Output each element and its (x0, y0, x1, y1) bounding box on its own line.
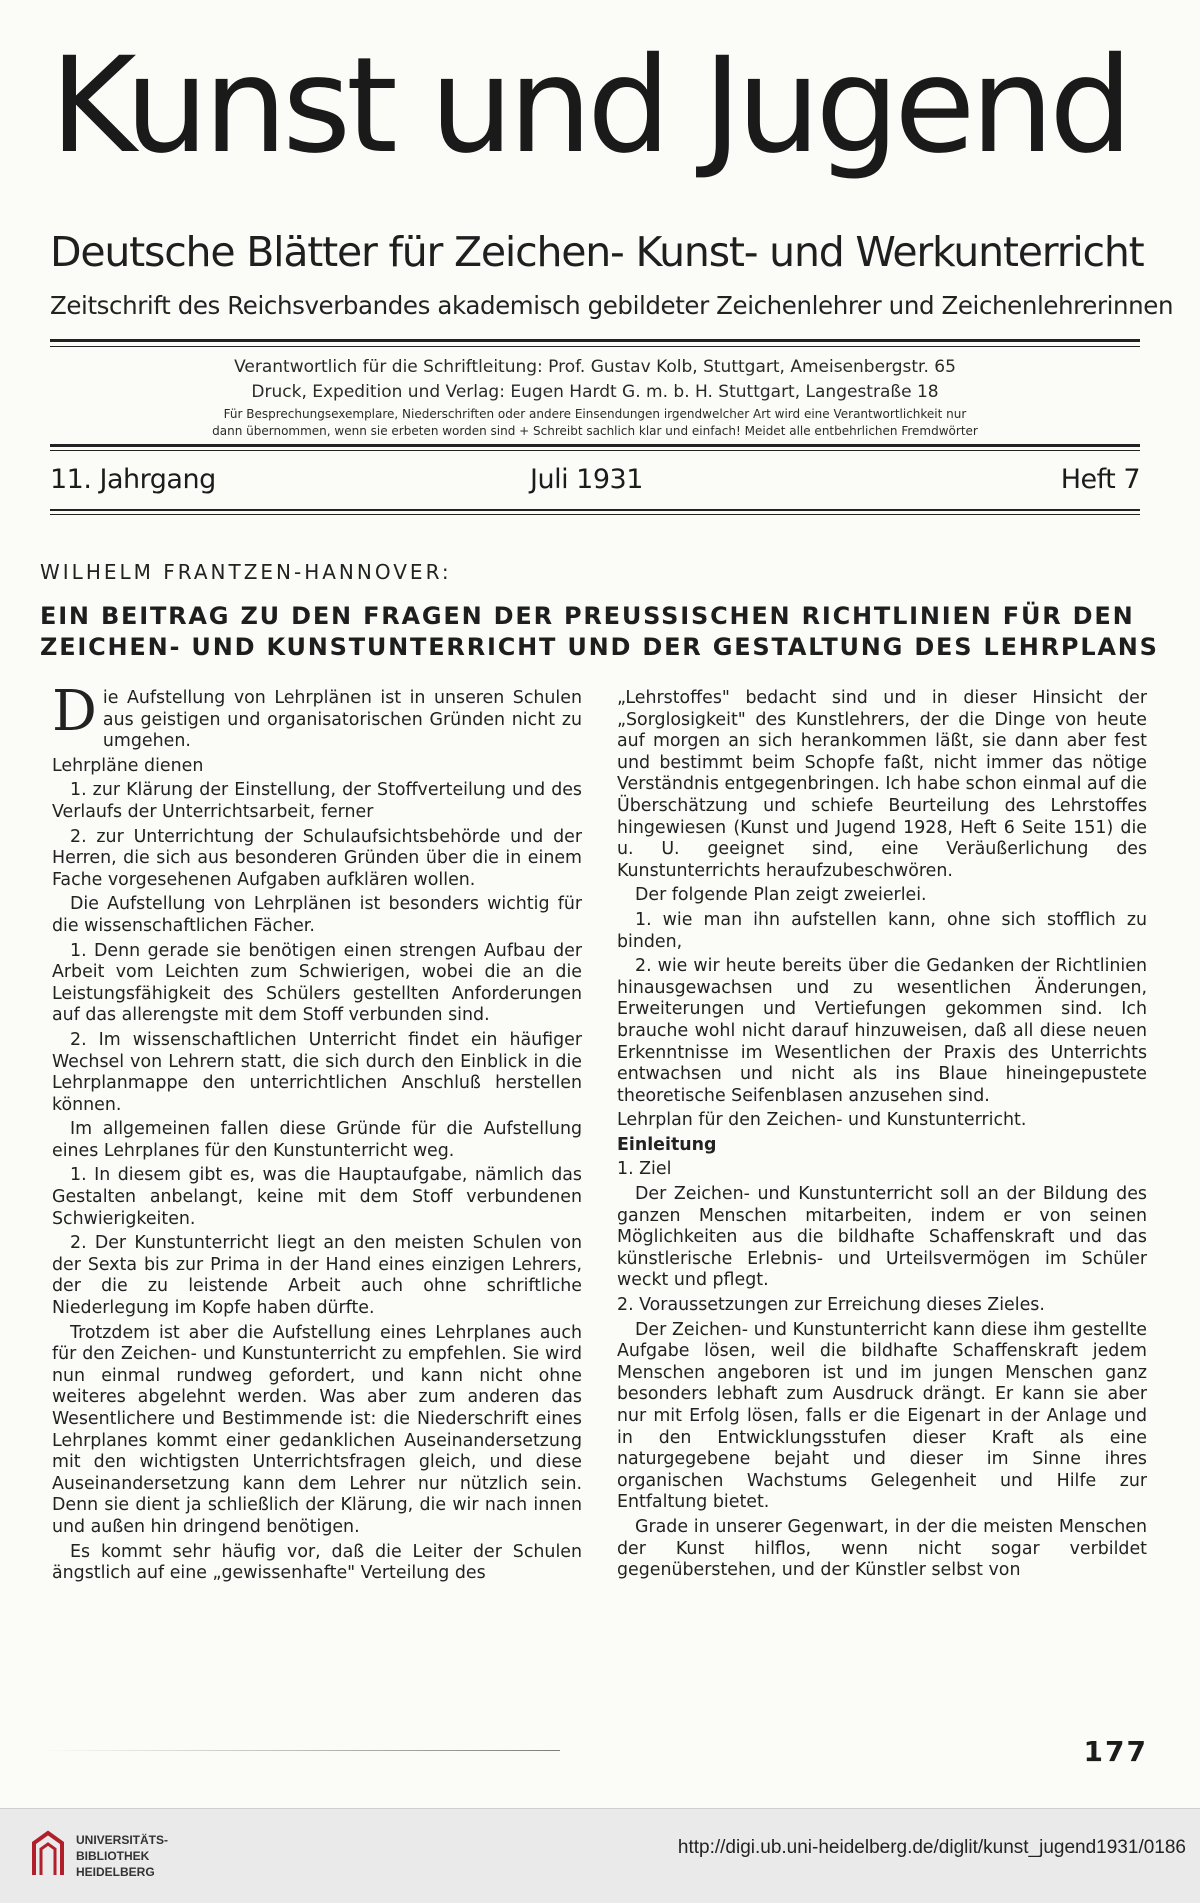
divider-rule (50, 514, 1140, 515)
article-headline-line-1: EIN BEITRAG ZU DEN FRAGEN DER PREUSSISCHEN RICHTLINIEN FÜR DEN (40, 602, 1135, 630)
paragraph: „Lehrstoffes" bedacht sind und in dieser Hinsicht der „Sorglosigkeit" des Kunstlehrers, der die Dinge von heute auf morgen an sich herankommen läßt, sie dann aber fest und bestimmt beim Schopfe faßt, nicht immer das nötige Verständnis entgegenbringen. Ich habe schon einmal auf die Überschätzung und schiefe Beurteilung des Lehrstoffes hingewiesen (Kunst und Jugend 1928, Heft 6 Seite 151) die u. U. geeignet sind, eine Veräußerlichung des Kunstunterrichts heraufzubeschwören. (617, 688, 1147, 881)
article-author: WILHELM FRANTZEN-HANNOVER: (40, 560, 452, 584)
imprint-editor: Verantwortlich für die Schriftleitung: Prof. Gustav Kolb, Stuttgart, Ameisenbergstr. 65 (234, 357, 956, 377)
divider-rule (50, 444, 1140, 447)
paragraph: Im allgemeinen fallen diese Gründe für die Aufstellung eines Lehrplanes für den Kunstunterricht weg. (52, 1119, 582, 1161)
paragraph: 1. In diesem gibt es, was die Hauptaufgabe, nämlich das Gestalten anbelangt, keine mit dem Stoff verbundenen Schwierigkeiten. (52, 1165, 582, 1229)
permalink-url[interactable]: http://digi.ub.uni-heidelberg.de/diglit/kunst_jugend1931/0186 (677, 1837, 1186, 1858)
paragraph: Lehrpläne dienen (52, 755, 204, 776)
imprint-publisher: Druck, Expedition und Verlag: Eugen Hardt G. m. b. H. Stuttgart, Langestraße 18 (251, 382, 939, 402)
paragraph: 2. Voraussetzungen zur Erreichung dieses Zieles. (617, 1295, 1045, 1316)
masthead-subtitle-2: Zeitschrift des Reichsverbandes akademisch gebildeter Zeichenlehrer und Zeichenlehrerinnen (50, 291, 1174, 320)
issue-number: Heft 7 (1060, 464, 1140, 495)
paragraph: 2. Im wissenschaftlichen Unterricht findet ein häufiger Wechsel von Lehrern statt, die sich durch den Einblick in die Lehrplanmappe den unterrichtlichen Anschluß herstellen können. (52, 1029, 582, 1115)
paragraph: Die Aufstellung von Lehrplänen ist besonders wichtig für die wissenschaftlichen Fächer. (52, 894, 582, 936)
viewer-footer-bar (0, 1808, 1200, 1903)
paragraph: Es kommt sehr häufig vor, daß die Leiter der Schulen ängstlich auf eine „gewissenhafte" Verteilung des (52, 1541, 582, 1584)
paragraph: Der Zeichen- und Kunstunterricht soll an der Bildung des ganzen Menschen mitarbeiten, indem er von seinen Möglichkeiten aus die bildhafte Schaffenskraft und das künstlerische Erlebnis- und Urteilsvermögen im Schüler weckt und pflegt. (617, 1184, 1147, 1291)
masthead-subtitle: Deutsche Blätter für Zeichen- Kunst- und Werkunterricht (50, 228, 1144, 276)
imprint-note-1: Für Besprechungsexemplare, Niederschriften oder andere Einsendungen irgendwelcher Art wird eine Verantwortlichkeit nur (223, 407, 967, 421)
article-column-left (52, 679, 582, 1588)
article-column-right (617, 688, 1147, 1585)
divider-rule (50, 450, 1140, 451)
paragraph: 1. zur Klärung der Einstellung, der Stoffverteilung und des Verlaufs der Unterrichtsarbeit, ferner (52, 780, 582, 822)
paragraph: 1. Denn gerade sie benötigen einen strengen Aufbau der Arbeit vom Leichten zum Schwierigen, wobei die an die Leistungsfähigkeit des Schülers gestellten Anforderungen auf das allerengste mit dem Stoff verbunden sind. (52, 940, 582, 1026)
paragraph: Die Aufstellung von Lehrplänen ist in unseren Schulen aus geistigen und organisatorischen Gründen nicht zu umgehen. (52, 679, 582, 752)
paragraph: 1. Ziel (617, 1159, 672, 1180)
divider-rule (50, 339, 1140, 342)
divider-rule (50, 346, 1140, 347)
paragraph: Lehrplan für den Zeichen- und Kunstunterricht. (617, 1110, 1027, 1131)
paragraph: 2. wie wir heute bereits über die Gedanken der Richtlinien hinausgewachsen und zu wesentlichen Änderungen, Erweiterungen und Vertiefungen gekommen sind. Ich brauche wohl nicht darauf hinzuweisen, daß all diese neuen Erkenntnisse im Wesentlichen der Praxis des Unterrichts entwachsen und nicht als ins Blaue hineingepustete theoretische Seifenblasen anzusehen sind. (617, 956, 1147, 1106)
paragraph: 2. zur Unterrichtung der Schulaufsichtsbehörde und der Herren, die sich aus besonderen Gründen über die in einem Fache vorgesehenen Aufgaben aufklären wollen. (52, 826, 582, 890)
divider-rule (50, 509, 1140, 511)
section-heading: Einleitung (617, 1134, 717, 1155)
paragraph: 1. wie man ihn aufstellen kann, ohne sich stofflich zu binden, (617, 909, 1147, 952)
paragraph: Trotzdem ist aber die Aufstellung eines Lehrplanes auch für den Zeichen- und Kunstunterricht zu empfehlen. Sie wird nun einmal rundweg gefordert, und kann nicht ohne weiteres abgelehnt werden. Was aber zum anderen das Wesentlichere und Bestimmende ist: die Niederschrift eines Lehrplanes kommt einer gedanklichen Auseinandersetzung mit den wichtigsten Unterrichtsfragen gleich, und diese Auseinandersetzung kann dem Lehrer nur nützlich sein. Denn sie dient ja schließlich der Klärung, die wir nach innen und außen hin dringend benötigen. (52, 1322, 582, 1537)
issue-year: 11. Jahrgang (50, 464, 216, 495)
issue-date: Juli 1931 (530, 464, 643, 495)
paragraph: 2. Der Kunstunterricht liegt an den meisten Schulen von der Sexta bis zur Prima in der Hand eines einzigen Lehrers, der die zu leistende Arbeit auch ohne schriftliche Niederlegung im Kopfe haben dürfte. (52, 1233, 582, 1319)
paragraph: Grade in unserer Gegenwart, in der die meisten Menschen der Kunst hilflos, wenn nicht sogar verbildet gegenüberstehen, und der Künstler selbst von (617, 1516, 1147, 1581)
footnote-rule (40, 1750, 560, 1751)
drop-cap: D (52, 679, 97, 744)
library-logo-icon[interactable] (30, 1829, 66, 1879)
paragraph: Der folgende Plan zeigt zweierlei. (635, 885, 927, 906)
masthead-title: Kunst und Jugend (50, 29, 1128, 183)
library-name[interactable]: UNIVERSITÄTS- BIBLIOTHEK HEIDELBERG (76, 1833, 169, 1879)
paragraph: Der Zeichen- und Kunstunterricht kann diese ihm gestellte Aufgabe lösen, weil die bildhafte Schaffenskraft jedem Menschen angeboren ist und im jungen Menschen ganz besonders lebhaft zum Ausdruck drängt. Er kann sie aber nur mit Erfolg lösen, falls er die Eigenart in der Anlage und in den Entwicklungsstufen dieser Kraft als eine naturgegebene bejaht und dieser im Sinne ihres organischen Wachstums Gelegenheit und Hilfe zur Entfaltung bietet. (617, 1319, 1147, 1513)
article-headline-line-2: ZEICHEN- UND KUNSTUNTERRICHT UND DER GESTALTUNG DES LEHRPLANS (40, 633, 1159, 661)
page-number: 177 (1083, 1735, 1148, 1768)
imprint-note-2: dann übernommen, wenn sie erbeten worden sind + Schreibt sachlich klar und einfach! Meidet alle entbehrlichen Fremdwörter (212, 424, 978, 438)
